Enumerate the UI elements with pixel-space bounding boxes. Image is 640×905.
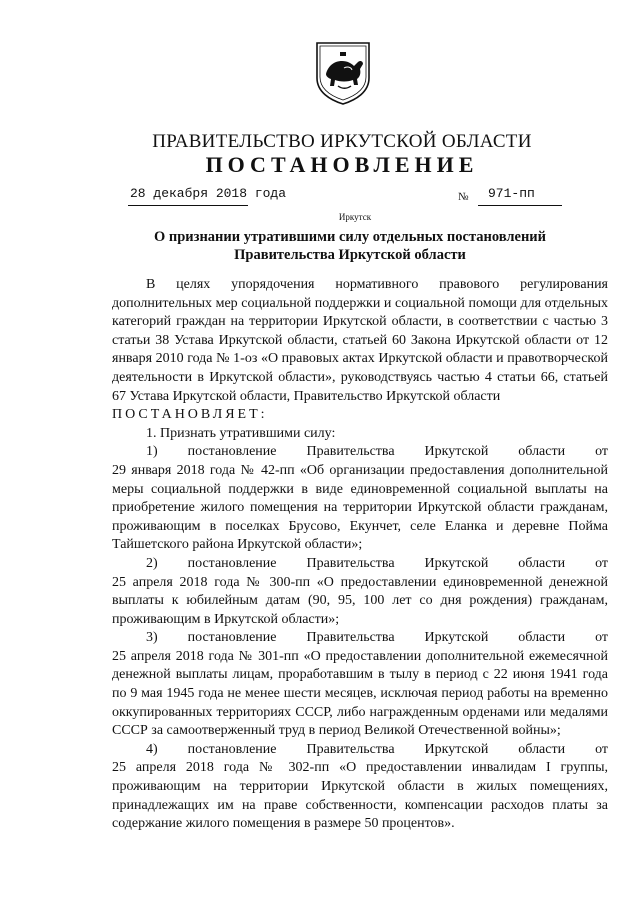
government-name: ПРАВИТЕЛЬСТВО ИРКУТСКОЙ ОБЛАСТИ (152, 131, 532, 152)
date-underline (128, 205, 248, 206)
list-item: 25 апреля 2018 года № 302-пп «О предоставлении инвалидам I группы, проживающим на территории Иркутской области в жилых помещениях, принадлежащих им на праве собственности, компенсации расходов платы за содержание жилого помещения в размере 50 процентов». (112, 760, 608, 832)
number-sign: № (458, 191, 469, 203)
title-line-1: О признании утратившими силу отдельных постановлений (153, 229, 547, 245)
document-title (110, 228, 590, 264)
list-item-head: 3) постановление Правительства Иркутской области от (146, 630, 608, 646)
resolves-heading: ПОСТАНОВЛЯЕТ: (112, 407, 268, 423)
list-item-head: 4) постановление Правительства Иркутской области от (146, 741, 608, 757)
coat-of-arms-icon (314, 40, 372, 106)
list-item: 29 января 2018 года № 42-пп «Об организации предоставления дополнительной меры социальной поддержки в виде единовременной социальной выплаты на приобретение жилого помещения на территории Иркутской области гражданам, проживающим в поселках Брусово, Екунчет, селе Еланка и деревне Пойма Тайшетского района Иркутской области»; (112, 462, 608, 553)
number-underline (478, 205, 562, 206)
list-item: 25 апреля 2018 года № 301-пп «О предоставлении дополнительной ежемесячной денежной выплаты лицам, проработавшим в тылу в период с 22 июня 1941 года по 9 мая 1945 года не менее шести месяцев, исключая период работы на временно оккупированных территориях СССР, либо награжденным орденами или медалями СССР за самоотверженный труд в период Великой Отечественной войны»; (112, 648, 608, 739)
title-line-2: Правительства Иркутской области (234, 247, 466, 263)
city-name: Иркутск (338, 212, 372, 222)
document-date: 28 декабря 2018 года (130, 186, 287, 201)
document-type: ПОСТАНОВЛЕНИЕ (205, 152, 479, 177)
document-body (112, 276, 608, 834)
list-item: 25 апреля 2018 года № 300-пп «О предоставлении единовременной денежной выплаты к юбилейным датам (90, 95, 100 лет со дня рождения) гражданам, проживающим в Иркутской области»; (112, 574, 608, 627)
list-item-head: 1) постановление Правительства Иркутской области от (146, 444, 608, 460)
clause-1: 1. Признать утратившими силу: (146, 425, 336, 441)
document-number: 971-пп (488, 186, 535, 201)
list-item-head: 2) постановление Правительства Иркутской области от (146, 555, 608, 571)
preamble-paragraph: В целях упорядочения нормативного правового регулирования дополнительных мер социальной поддержки и социальной помощи для отдельных категорий граждан на территории Иркутской области, в соответствии с частью 3 статьи 38 Устава Иркутской области, статьей 60 Закона Иркутской области от 12 января 2010 года № 1-оз «О правовых актах Иркутской области и правотворческой деятельности в Иркутской области», руководствуясь частью 4 статьи 66, статьей 67 Устава Иркутской области, Правительство Иркутской области (112, 277, 608, 404)
